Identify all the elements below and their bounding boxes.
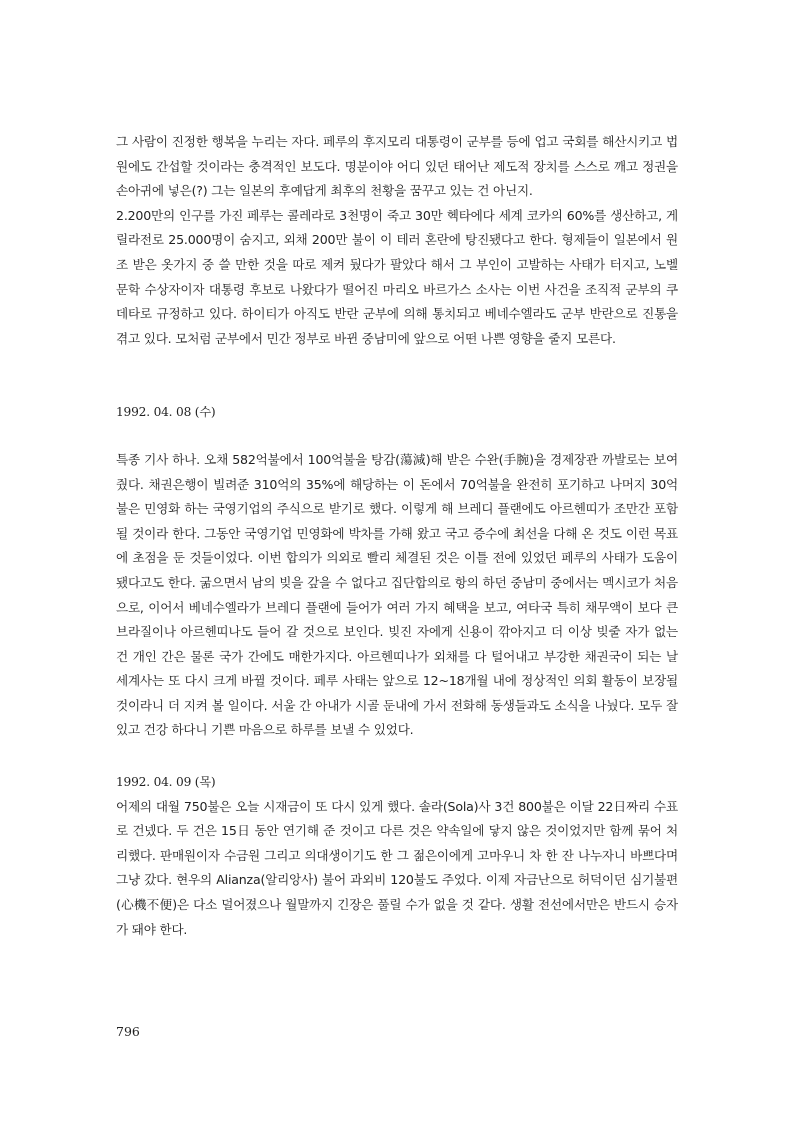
spacer <box>116 743 678 770</box>
paragraph-4: 어제의 대월 750불은 오늘 시재금이 또 다시 있게 했다. 솔라(Sola)사 3건 800불은 이달 22日짜리 수표로 건넸다. 두 건은 15日 동안 연기해 준 것이고 다른 것은 약속일에 닿지 않은 것이었지만 함께 묶어 처리했다. 판매원이자 수금원 그리고 의대생이기도 한 그 젊은이에게 고마우니 차 한 잔 나누자니 바쁘다며 그냥 갔다. 현우의 Alianza(알리앙사) 불어 과외비 120불도 주었다. 이제 자금난으로 허덕이던 심기불편(心機不便)은 다소 덜어졌으나 월말까지 긴장은 풀릴 수가 없을 것 같다. 생활 전선에서만은 반드시 승자가 돼야 한다. <box>116 798 678 937</box>
spacer <box>116 351 678 400</box>
paragraph-2: 2.200만의 인구를 가진 페루는 콜레라로 3천명이 죽고 30만 헥타에다 세계 코카의 60%를 생산하고, 게릴라전로 25.000명이 숨지고, 외채 200만 불이 이 테러 혼란에 탕진됐다고 한다. 형제들이 일본에서 원조 받은 옷가지 중 쓸 만한 것을 따로 제켜 뒀다가 팔았다 해서 그 부인이 고발하는 사태가 터지고, 노벨 문학 수상자이자 대통령 후보로 나왔다가 떨어진 마리오 바르가스 소사는 이번 사건을 조직적 군부의 쿠데타로 규정하고 있다. 하이티가 아직도 반란 군부에 의해 통치되고 베네수엘라도 군부 반란으로 진통을 겪고 있다. 모처럼 군부에서 민간 정부로 바뀐 중남미에 앞으로 어떤 나쁜 영향을 줄지 모른다. <box>116 207 678 346</box>
page-number: 796 <box>116 1024 140 1039</box>
paragraph-1: 그 사람이 진정한 행복을 누리는 자다. 페루의 후지모리 대통령이 군부를 등에 업고 국회를 해산시키고 법원에도 간섭할 것이라는 충격적인 보도다. 명분이야 어디 있던 태어난 제도적 장치를 스스로 깨고 정권을 손아귀에 넣은(?) 그는 일본의 후예답게 최후의 천황을 꿈꾸고 있는 건 아닌지. <box>116 134 678 199</box>
paragraph-3: 특종 기사 하나. 오채 582억불에서 100억불을 탕감(蕩減)해 받은 수완(手腕)을 경제장관 까발로는 보여줬다. 채권은행이 빌려준 310억의 35%에 해당하는 이 돈에서 70억불을 완전히 포기하고 나머지 30억불은 민영화 하는 국영기업의 주식으로 받기로 했다. 이렇게 해 브레디 플랜에도 아르헨띠가 조만간 포함 될 것이라 한다. 그동안 국영기업 민영화에 박차를 가해 왔고 국고 증수에 최선을 다해 온 것도 이런 목표에 초점을 둔 것들이었다. 이번 합의가 의외로 빨리 체결된 것은 이틀 전에 있었던 페루의 사태가 도움이 됐다고도 한다. 굶으면서 남의 빚을 갚을 수 없다고 집단합의로 항의 하던 중남미 중에서는 멕시코가 처음으로, 이어서 베네수엘라가 브레디 플랜에 들어가 여러 가지 혜택을 보고, 여타국 특히 채무액이 보다 큰 브라질이나 아르헨띠나도 들어 갈 것으로 보인다. 빚진 자에게 신용이 깎아지고 더 이상 빚줄 자가 없는 건 개인 간은 물론 국가 간에도 매한가지다. 아르헨띠나가 외채를 다 털어내고 부강한 채권국이 되는 날 세계사는 또 다시 크게 바뀔 것이다. 페루 사태는 앞으로 12~18개월 내에 정상적인 의회 활동이 보장될 것이라니 더 지켜 볼 일이다. 서울 간 아내가 시골 둔내에 가서 전화해 동생들과도 소식을 나눴다. 모두 잘 있고 건강 하다니 기쁜 마음으로 하루를 보낼 수 있었다. <box>116 451 678 738</box>
entry-date-2: 1992. 04. 09 (목) <box>116 775 216 790</box>
entry-date-1: 1992. 04. 08 (수) <box>116 405 216 420</box>
spacer <box>116 425 678 448</box>
page-body <box>116 130 678 942</box>
